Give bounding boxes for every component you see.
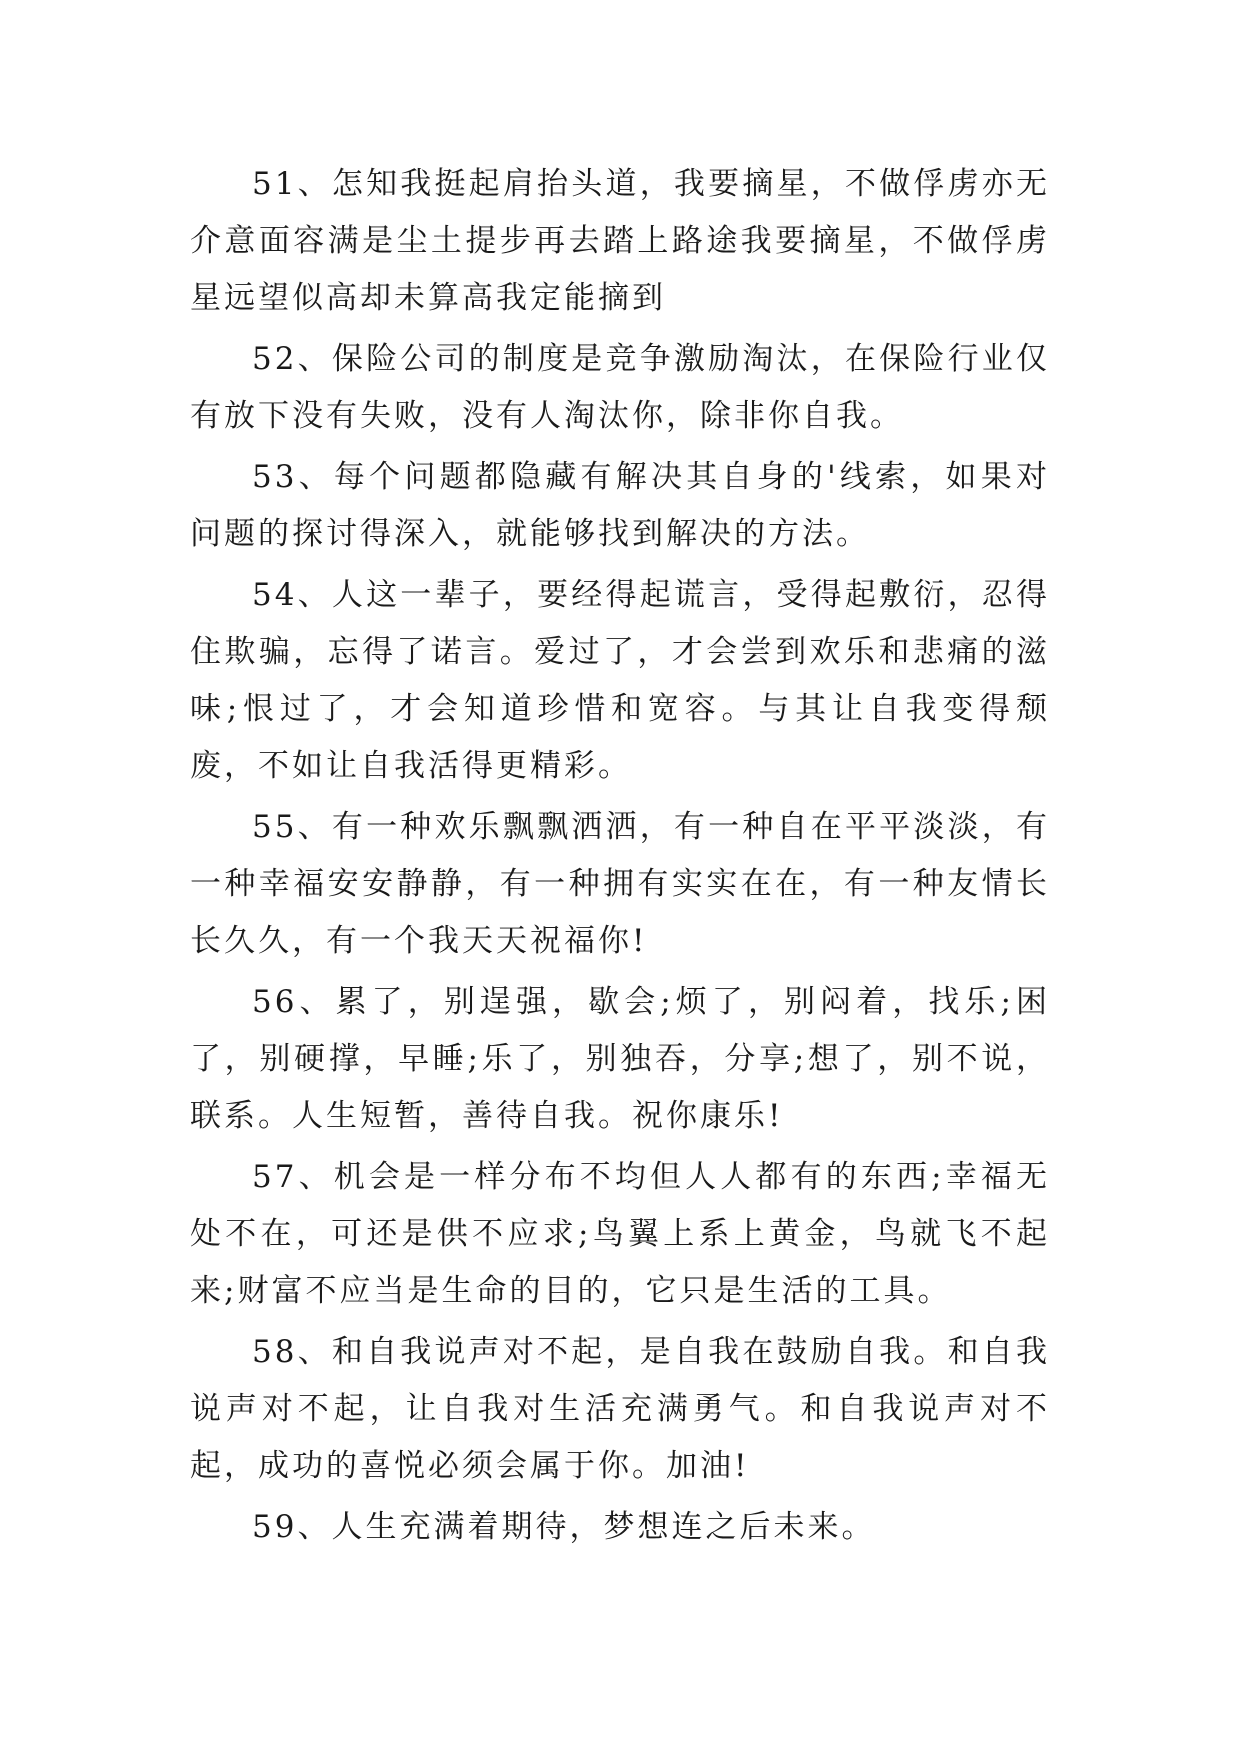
paragraph-55: 55、有一种欢乐飘飘洒洒，有一种自在平平淡淡，有一种幸福安安静静，有一种拥有实实在在，有一种友情长长久久，有一个我天天祝福你! [190, 809, 1050, 959]
paragraph-57: 57、机会是一样分布不均但人人都有的东西;幸福无处不在，可还是供不应求;鸟翼上系上黄金，鸟就飞不起来;财富不应当是生命的目的，它只是生活的工具。 [190, 1159, 1050, 1309]
document-body [190, 156, 1050, 1560]
paragraph-54: 54、人这一辈子，要经得起谎言，受得起敷衍，忍得住欺骗，忘得了诺言。爱过了，才会尝到欢乐和悲痛的滋味;恨过了，才会知道珍惜和宽容。与其让自我变得颓废，不如让自我活得更精彩。 [190, 577, 1050, 784]
paragraph-56: 56、累了，别逞强，歇会;烦了，别闷着，找乐;困了，别硬撑，早睡;乐了，别独吞，分享;想了，别不说，联系。人生短暂，善待自我。祝你康乐! [190, 984, 1050, 1134]
paragraph-53: 53、每个问题都隐藏有解决其自身的'线索，如果对问题的探讨得深入，就能够找到解决的方法。 [190, 459, 1050, 552]
paragraph-59: 59、人生充满着期待，梦想连之后未来。 [252, 1509, 876, 1545]
paragraph-52: 52、保险公司的制度是竞争激励淘汰，在保险行业仅有放下没有失败，没有人淘汰你，除非你自我。 [190, 341, 1050, 434]
paragraph-51: 51、怎知我挺起肩抬头道，我要摘星，不做俘虏亦无介意面容满是尘土提步再去踏上路途我要摘星，不做俘虏星远望似高却未算高我定能摘到 [190, 166, 1050, 316]
paragraph-58: 58、和自我说声对不起，是自我在鼓励自我。和自我说声对不起，让自我对生活充满勇气。和自我说声对不起，成功的喜悦必须会属于你。加油! [190, 1334, 1050, 1484]
